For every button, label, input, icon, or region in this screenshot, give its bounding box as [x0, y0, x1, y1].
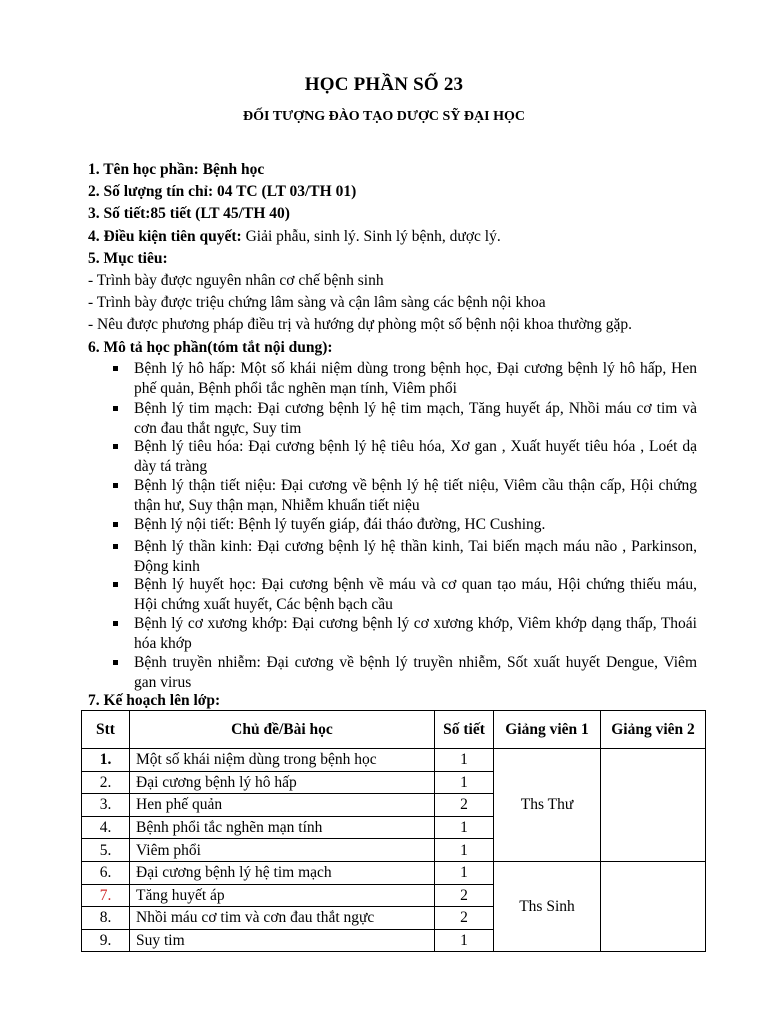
objective-item: - Trình bày được nguyên nhân cơ chế bệnh sinh — [88, 272, 384, 289]
page-subtitle: ĐỐI TƯỢNG ĐÀO TẠO DƯỢC SỸ ĐẠI HỌC — [243, 109, 525, 124]
course-name: 1. Tên học phần: Bệnh học — [88, 161, 265, 178]
plan-heading: 7. Kế hoạch lên lớp: — [88, 692, 221, 709]
bullet-icon — [113, 444, 118, 449]
objectives-heading: 5. Mục tiêu: — [88, 250, 168, 267]
row-topic: Một số khái niệm dùng trong bệnh học — [130, 749, 435, 772]
row-hours: 2 — [435, 884, 494, 907]
row-stt: 7. — [82, 884, 130, 907]
document-page: HỌC PHẦN SỐ 23 ĐỐI TƯỢNG ĐÀO TẠO DƯỢC SỸ ĐẠI HỌC 1. Tên học phần: Bệnh học 2. Số lượng tín chỉ: 04 TC (LT 03/TH 01) 3. Số tiết:85 tiết (LT 45/TH 40) 4. Điều kiện tiên quyết: Giải phẫu, sinh lý. Sinh lý bệnh, dược lý. 5. Mục tiêu: - Trình bày được nguyên nhân cơ chế bệnh sinh - Trình bày được triệu chứng lâm sàng và cận lâm sàng các bệnh nội khoa - Nêu được phương pháp điều trị và hướng dự phòng một số bệnh nội khoa thường gặp. 6. Mô tả học phần(tóm tắt nội dung): Bệnh lý hô hấp: Một số khái niệm dùng trong bệnh học, Đại cương bệnh lý hô hấp, Hen phế quản, Bệnh phổi tắc nghẽn mạn tính, Viêm phổi Bệnh lý tim mạch: Đại cương bệnh lý hệ tim mạch, Tăng huyết áp, Nhồi máu cơ tim và cơn đau thắt ngực, Suy tim Bệnh lý tiêu hóa: Đại cương bệnh lý hệ tiêu hóa, Xơ gan , Xuất huyết tiêu hóa , Loét dạ dày tá tràng Bệnh lý thận tiết niệu: Đại cương về bệnh lý hệ tiết niệu, Viêm cầu thận cấp, Hội chứng thận hư, Suy thận mạn, Nhiễm khuẩn tiết niệu Bệnh lý nội tiết: Bệnh lý tuyến giáp, đái tháo đường, HC Cushing. Bệnh lý thần kinh: Đại cương bệnh lý hệ thần kinh, Tai biến mạch máu não , Parkinson, Động kinh Bệnh lý huyết học: Đại cương bệnh về máu và cơ quan tạo máu, Hội chứng thiếu máu, Hội chứng xuất huyết, Các bệnh bạch cầu Bệnh lý cơ xương khớp: Đại cương bệnh lý cơ xương khớp, Viêm khớp dạng thấp, Thoái hóa khớp Bệnh truyền nhiễm: Đại cương về bệnh lý truyền nhiễm, Sốt xuất huyết Dengue, Viêm gan virus 7. Kế hoạch lên lớp: Stt Chủ đề/Bài học Số tiết Giảng viên 1 Giảng viên 2 1. Một số khái niệm dùng trong bệnh học 1 Ths Thư 2. Đại cương bệnh lý hô hấp 1 3. Hen phế quản 2 4. Bệnh phổi tắc nghẽn mạn tính 1 5. Viêm phổi 1 6. Đại cương bệnh lý hệ tim mạch 1 Ths Sinh 7. Tăng huyết áp 2 8. Nhồi máu cơ tim và cơn đau thắt ngực 2 9. Suy tim 1 — [0, 0, 768, 1024]
prerequisites — [88, 227, 501, 247]
row-topic: Đại cương bệnh lý hô hấp — [130, 771, 435, 794]
row-hours: 1 — [435, 771, 494, 794]
lecturer-1-group-1: Ths Thư — [494, 749, 601, 862]
objective-item: - Trình bày được triệu chứng lâm sàng và cận lâm sàng các bệnh nội khoa — [88, 294, 546, 311]
header-stt: Stt — [82, 711, 130, 749]
row-stt: 5. — [82, 839, 130, 862]
row-stt: 4. — [82, 816, 130, 839]
row-stt: 9. — [82, 929, 130, 952]
bullet-icon — [113, 544, 118, 549]
objective-item: - Nêu được phương pháp điều trị và hướng dự phòng một số bệnh nội khoa thường gặp. — [88, 316, 633, 333]
bullet-icon — [113, 582, 118, 587]
header-lecturer-2: Giảng viên 2 — [601, 711, 706, 749]
row-hours: 1 — [435, 861, 494, 884]
row-topic: Bệnh phổi tắc nghẽn mạn tính — [130, 816, 435, 839]
row-hours: 2 — [435, 907, 494, 930]
row-stt: 6. — [82, 861, 130, 884]
period-count: 3. Số tiết:85 tiết (LT 45/TH 40) — [88, 205, 290, 222]
row-hours: 1 — [435, 816, 494, 839]
table-row — [82, 861, 706, 884]
row-topic: Tăng huyết áp — [130, 884, 435, 907]
credit-count: 2. Số lượng tín chỉ: 04 TC (LT 03/TH 01) — [88, 183, 357, 200]
lesson-plan-table — [81, 710, 706, 952]
bullet-icon — [113, 660, 118, 665]
row-stt: 8. — [82, 907, 130, 930]
row-topic: Nhồi máu cơ tim và cơn đau thắt ngực — [130, 907, 435, 930]
description-heading: 6. Mô tả học phần(tóm tắt nội dung): — [88, 339, 333, 356]
header-topic: Chủ đề/Bài học — [130, 711, 435, 749]
bullet-icon — [113, 621, 118, 626]
row-stt: 3. — [82, 794, 130, 817]
row-stt: 1. — [82, 749, 130, 772]
row-topic: Viêm phổi — [130, 839, 435, 862]
row-topic: Đại cương bệnh lý hệ tim mạch — [130, 861, 435, 884]
row-hours: 2 — [435, 794, 494, 817]
lecturer-2-group-1 — [601, 749, 706, 862]
header-lecturer-1: Giảng viên 1 — [494, 711, 601, 749]
row-stt: 2. — [82, 771, 130, 794]
page-title: HỌC PHẦN SỐ 23 — [304, 74, 464, 95]
row-hours: 1 — [435, 839, 494, 862]
bullet-icon — [113, 483, 118, 488]
header-hours: Số tiết — [435, 711, 494, 749]
bullet-icon — [113, 522, 118, 527]
table-row — [82, 749, 706, 772]
row-hours: 1 — [435, 749, 494, 772]
row-topic: Hen phế quản — [130, 794, 435, 817]
table-header-row — [82, 711, 706, 749]
prerequisites-value: Giải phẫu, sinh lý. Sinh lý bệnh, dược lý. — [241, 228, 501, 245]
row-hours: 1 — [435, 929, 494, 952]
bullet-icon — [113, 366, 118, 371]
prerequisites-label: 4. Điều kiện tiên quyết: — [88, 228, 242, 245]
row-topic: Suy tim — [130, 929, 435, 952]
bullet-icon — [113, 406, 118, 411]
lecturer-1-group-2: Ths Sinh — [494, 861, 601, 951]
lecturer-2-group-2 — [601, 861, 706, 951]
